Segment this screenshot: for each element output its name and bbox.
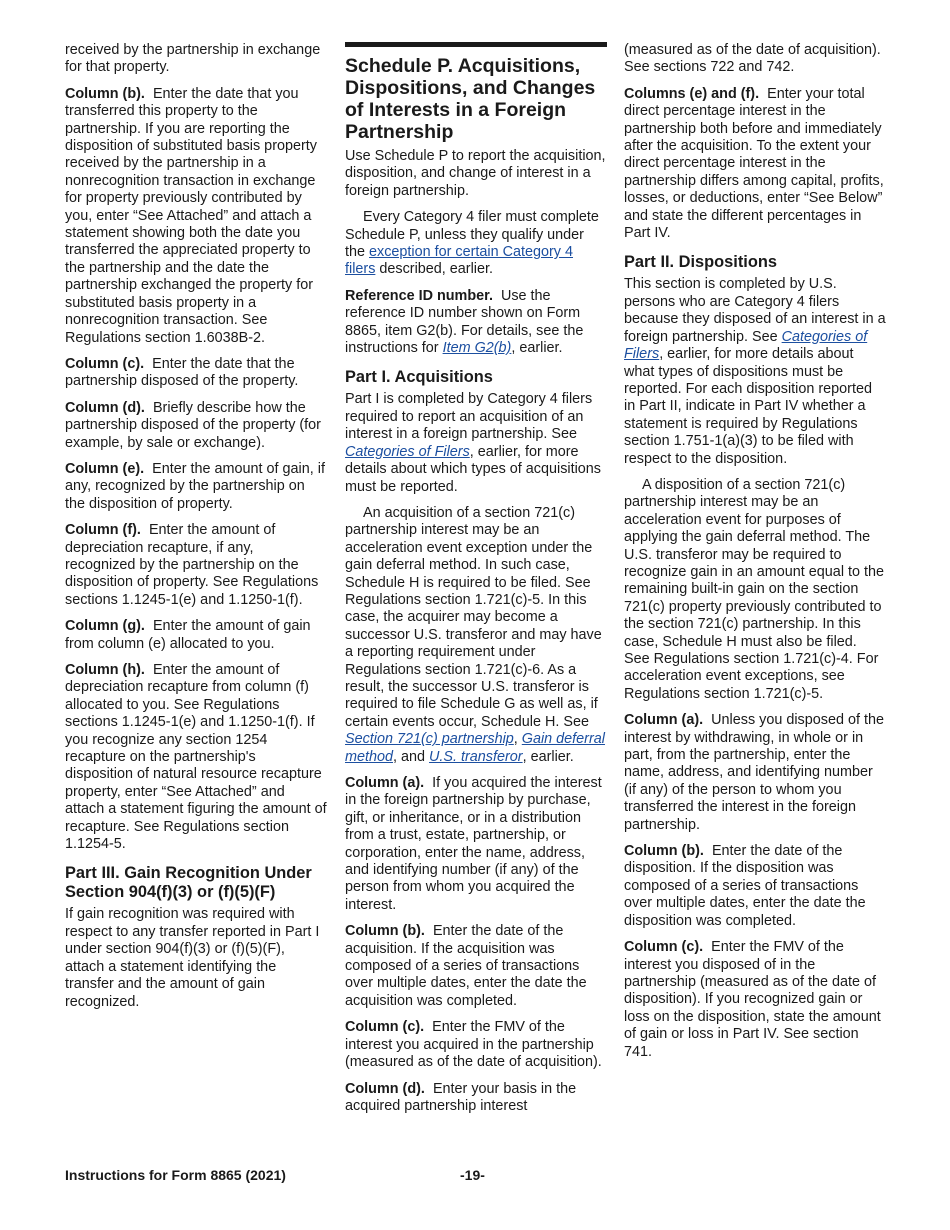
category-4-paragraph: Every Category 4 filer must complete Schedule P, unless they qualify under the exception for certain Category 4 filers described, earlier. bbox=[345, 209, 599, 278]
item-g2b-link[interactable]: Item G2(b) bbox=[442, 340, 512, 357]
columns-e-f-label: Columns (e) and (f). bbox=[624, 85, 760, 102]
acquisition-721c-paragraph: An acquisition of a section 721(c) partnership interest may be an acceleration event exception under the gain deferral method. In such case, Schedule H is required to be filed. See Regulations section 1.721(c)-5. In this case, the acquirer may become a successor U.S. transferor and may have a reporting requirement under Regulations section 1.721(c)-6. As a result, the successor U.S. transferor is required to file Schedule G as well as, if certain events occur, Schedule H. See Section 721(c) partnership, Gain deferral method, and U.S. transferor, earlier. bbox=[345, 504, 605, 765]
column-g-paragraph: Column (g). Enter the amount of gain from column (e) allocated to you. bbox=[65, 618, 311, 652]
column-c-paragraph: Column (c). Enter the date that the partnership disposed of the property. bbox=[65, 355, 299, 390]
column-right bbox=[624, 42, 886, 1070]
column-left bbox=[65, 42, 327, 1020]
column-f-paragraph: Column (f). Enter the amount of depreciation recapture, if any, recognized by the partnership on the disposition of property. See Regulations sections 1.1245-1(e) and 1.1250-1(f). bbox=[65, 522, 319, 608]
column-h-paragraph: Column (h). Enter the amount of depreciation recapture from column (f) allocated to you. See Regulations sections 1.1245-1(e) and 1.1250-1(f). If you recognize any section 1254 recapture on the partnership's disposition of natural resource recapture property, enter “See Attached” and attach a statement figuring the amount of recapture. See Regulations section 1.1254-5. bbox=[65, 662, 327, 853]
column-c-label: Column (c). bbox=[65, 355, 145, 372]
acq-column-a-label: Column (a). bbox=[345, 775, 425, 791]
section-721c-partnership-link[interactable]: Section 721(c) partnership bbox=[345, 731, 514, 748]
column-middle bbox=[345, 42, 607, 1124]
page-number: -19- bbox=[460, 1167, 485, 1183]
disp-column-a-label: Column (a). bbox=[624, 712, 704, 729]
reference-id-label: Reference ID number. bbox=[345, 287, 493, 304]
column-g-label: Column (g). bbox=[65, 618, 145, 635]
part-1-paragraph: Part I is completed by Category 4 filers required to report an acquisition of an interest in a foreign partnership. See Categories of Filers, earlier, for more details about which types of acquisitions must be reported. bbox=[345, 391, 601, 495]
acq-column-b-paragraph: Column (b). Enter the date of the acquisition. If the acquisition was composed of a series of transactions over multiple dates, enter the date the acquisition was completed. bbox=[345, 923, 587, 1009]
disp-column-c-label: Column (c). bbox=[624, 939, 704, 956]
footer-form-title: Instructions for Form 8865 (2021) bbox=[65, 1167, 286, 1183]
disposition-721c-paragraph: A disposition of a section 721(c) partnership interest may be an acceleration event for purposes of applying the gain deferral method. The U.S. transferor may be required to recognize gain in an amount equal to the remaining built-in gain on the section 721(c) property previously contributed to the section 721(c) partnership. In this case, Schedule H must also be filed. See Regulations section 1.721(c)-4. For acceleration event exceptions, see Regulations section 1.721(c)-5. bbox=[624, 476, 885, 702]
part-3-paragraph: If gain recognition was required with respect to any transfer reported in Part I under section 904(f)(3) or (f)(5)(F), attach a statement identifying the transfer and the amount of gain recognized. bbox=[65, 906, 320, 1010]
disp-column-b-label: Column (b). bbox=[624, 843, 704, 860]
acq-column-c-paragraph: Column (c). Enter the FMV of the interest you acquired in the partnership (measured as of the date of acquisition). bbox=[345, 1019, 602, 1071]
exception-category-4-link[interactable]: exception for certain Category 4 filers bbox=[345, 244, 573, 278]
acq-column-a-paragraph: Column (a). If you acquired the interest in the foreign partnership by purchase, gift, or inheritance, or in a distribution from a trust, estate, partnership, or corporation, enter the name, address, and identifying number (if any) of the person from whom you acquired the interest. bbox=[345, 775, 602, 913]
acq-column-c-label: Column (c). bbox=[345, 1019, 425, 1036]
column-d-label: Column (d). bbox=[65, 399, 145, 416]
part-2-paragraph: This section is completed by U.S. persons who are Category 4 filers because they disposed of an interest in a foreign partnership. See Categories of Filers, earlier, for more details about what types of dispositions must be reported. For each disposition reported in Part II, indicate in Part IV whether a statement is required by Regulations section 1.751-1(a)(3) to be filed with respect to the disposition. bbox=[624, 276, 886, 467]
columns-e-f-paragraph: Columns (e) and (f). Enter your total direct percentage interest in the partnership both before and immediately after the acquisition. To the extent your direct percentage interest in the partnership differs among capital, profits, losses, or deductions, enter “See Below” and state the different percentages in Part IV. bbox=[624, 85, 884, 242]
reference-id-paragraph: Reference ID number. Use the reference ID number shown on Form 8865, item G2(b). For details, see the instructions for Item G2(b), earlier. bbox=[345, 287, 584, 357]
us-transferor-link[interactable]: U.S. transferor bbox=[429, 748, 523, 765]
disp-column-b-paragraph: Column (b). Enter the date of the disposition. If the disposition was composed of a series of transactions over multiple dates, enter the date the disposition was completed. bbox=[624, 843, 866, 929]
disp-column-a-paragraph: Column (a). Unless you disposed of the interest by withdrawing, in whole or in part, from the partnership, enter the name, address, and identifying number (if any) of the person to whom you transferred the interest in the foreign partnership. bbox=[624, 712, 884, 833]
disp-column-c-paragraph: Column (c). Enter the FMV of the interest you disposed of in the partnership (measured as of the date of disposition). If you recognized gain or loss on the disposition, state the amount of gain or loss in Part IV. See section 741. bbox=[624, 939, 881, 1060]
gain-deferral-method-link[interactable]: Gain deferral method bbox=[345, 731, 605, 765]
paragraph-continued-right: (measured as of the date of acquisition). See sections 722 and 742. bbox=[624, 42, 881, 76]
column-d-paragraph: Column (d). Briefly describe how the partnership disposed of the property (for example, by sale or exchange). bbox=[65, 399, 321, 451]
schedule-p-intro: Use Schedule P to report the acquisition, disposition, and change of interest in a foreign partnership. bbox=[345, 148, 606, 199]
categories-of-filers-link[interactable]: Categories of Filers bbox=[345, 443, 470, 460]
categories-of-filers-link-2[interactable]: Categories of Filers bbox=[624, 328, 868, 363]
part-1-heading: Part I. Acquisitions bbox=[345, 368, 493, 387]
acq-column-d-paragraph: Column (d). Enter your basis in the acquired partnership interest bbox=[345, 1080, 577, 1114]
column-e-paragraph: Column (e). Enter the amount of gain, if any, recognized by the partnership on the disposition of property. bbox=[65, 460, 325, 512]
paragraph-continued: received by the partnership in exchange for that property. bbox=[65, 42, 321, 76]
column-h-label: Column (h). bbox=[65, 662, 145, 678]
column-f-label: Column (f). bbox=[65, 522, 141, 539]
column-e-label: Column (e). bbox=[65, 460, 145, 477]
acq-column-d-label: Column (d). bbox=[345, 1080, 425, 1097]
part-2-heading: Part II. Dispositions bbox=[624, 253, 778, 272]
column-b-paragraph: Column (b). Enter the date that you transferred this property to the partnership. If you are reporting the disposition of substituted basis property received by the partnership in a nonrecognition transaction in exchange for property previously contributed by you, enter “See Attached” and attach a statement showing both the date you transferred the appreciated property to the partnership and the date the partnership exchanged the property for substituted basis property in a nonrecognition transaction. See Regulations section 1.6038B-2. bbox=[65, 85, 317, 346]
acq-column-b-label: Column (b). bbox=[345, 923, 425, 940]
part-3-heading: Part III. Gain Recognition Under Section 904(f)(3) or (f)(5)(F) bbox=[65, 864, 312, 902]
column-b-label: Column (b). bbox=[65, 85, 145, 102]
schedule-p-heading: Schedule P. Acquisitions, Dispositions, and Changes of Interests in a Foreign Partnership bbox=[345, 42, 607, 143]
